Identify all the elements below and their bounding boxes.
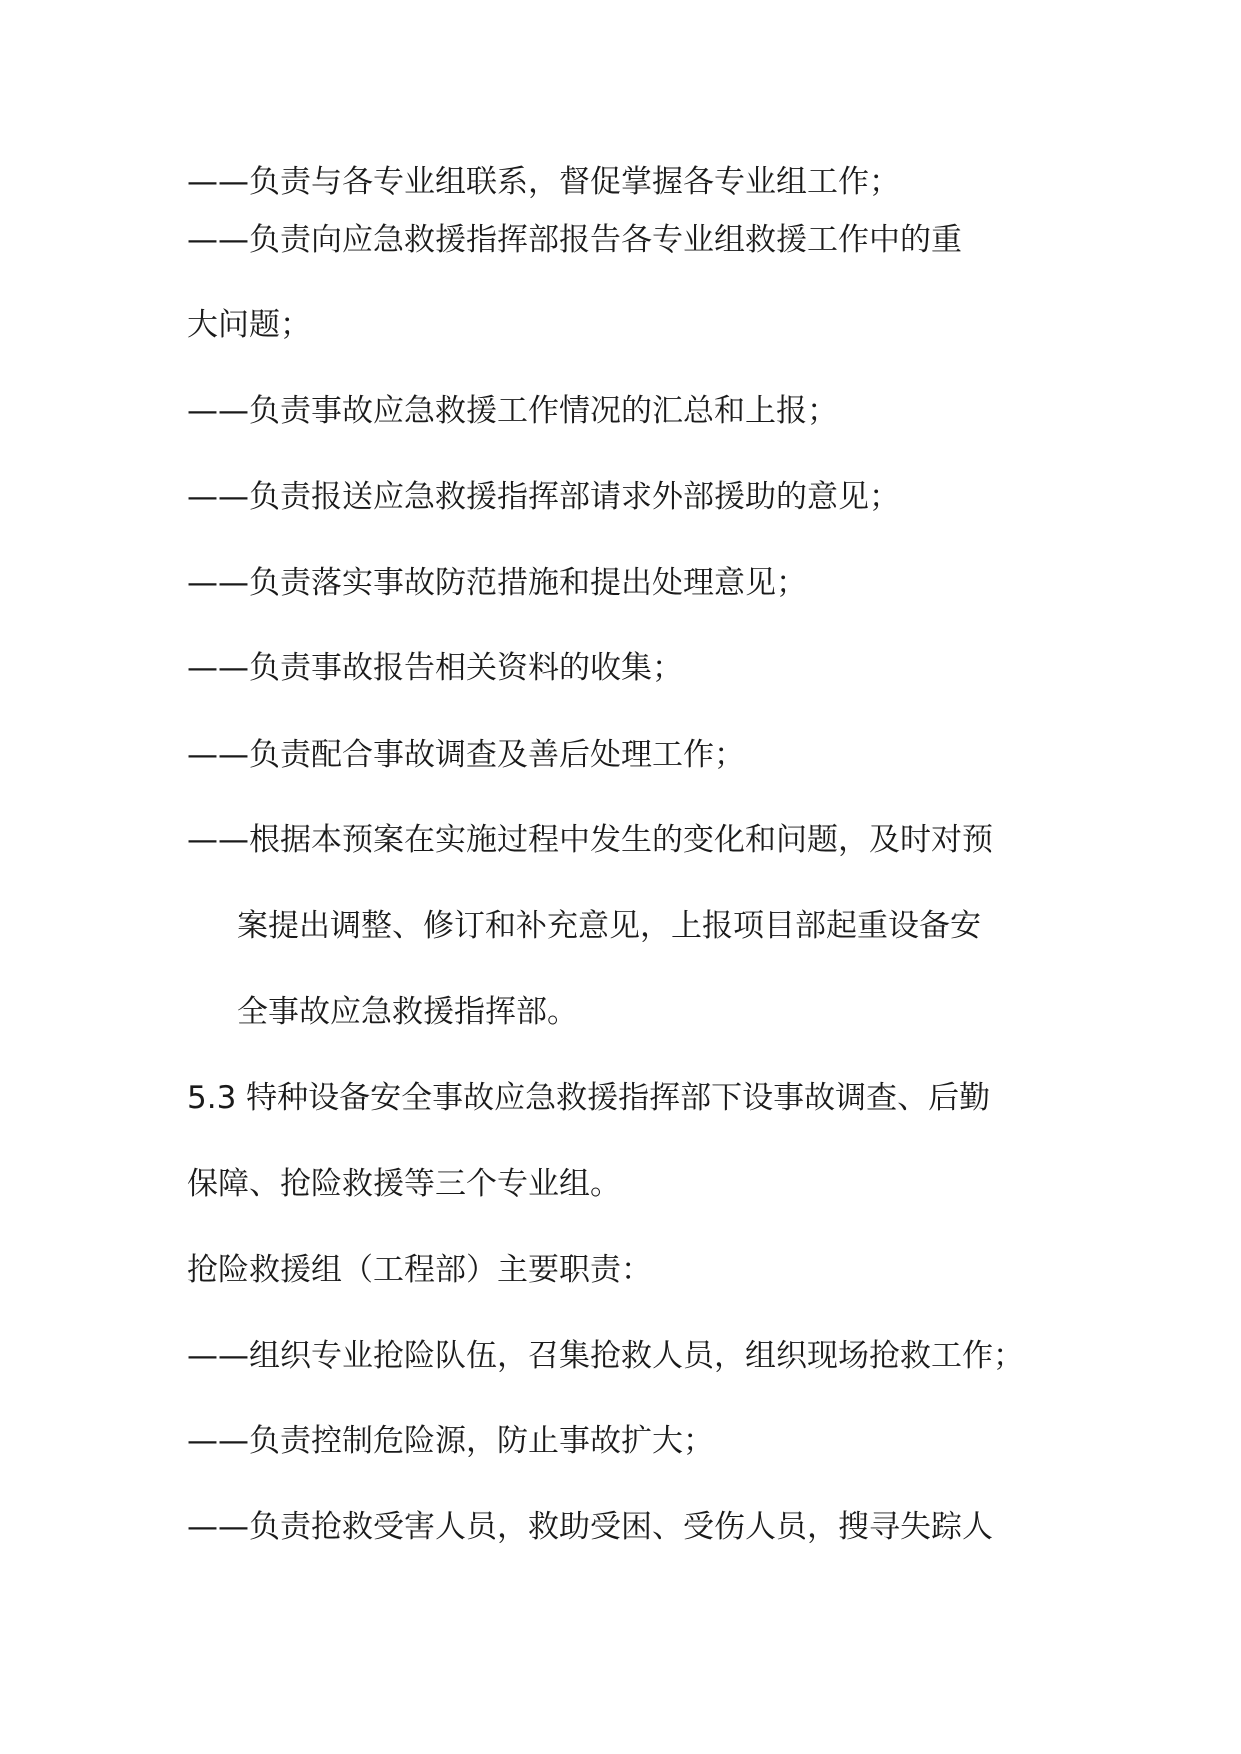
text-line: ——负责报送应急救援指挥部请求外部援助的意见； [187, 479, 900, 515]
text-line: ——组织专业抢险队伍，召集抢救人员，组织现场抢救工作； [187, 1338, 1024, 1374]
text-line: ——根据本预案在实施过程中发生的变化和问题，及时对预 [187, 822, 993, 858]
text-line: 保障、抢险救援等三个专业组。 [187, 1166, 621, 1202]
text-line: 案提出调整、修订和补充意见，上报项目部起重设备安 [237, 908, 981, 944]
text-line: 全事故应急救援指挥部。 [237, 994, 578, 1030]
text-line: ——负责控制危险源，防止事故扩大； [187, 1423, 714, 1459]
text-line: ——负责与各专业组联系，督促掌握各专业组工作； [187, 164, 900, 200]
text-line: ——负责向应急救援指挥部报告各专业组救援工作中的重 [187, 222, 962, 258]
subheading-line: 抢险救援组（工程部）主要职责： [187, 1252, 652, 1288]
text-line: ——负责事故应急救援工作情况的汇总和上报； [187, 393, 838, 429]
text-line: 大问题； [187, 307, 311, 343]
text-line: ——负责落实事故防范措施和提出处理意见； [187, 565, 807, 601]
text-line: ——负责配合事故调查及善后处理工作； [187, 737, 745, 773]
section-heading-line: 5.3 特种设备安全事故应急救援指挥部下设事故调查、后勤 [187, 1080, 991, 1116]
text-line: ——负责抢救受害人员，救助受困、受伤人员，搜寻失踪人 [187, 1509, 993, 1545]
text-line: ——负责事故报告相关资料的收集； [187, 650, 683, 686]
